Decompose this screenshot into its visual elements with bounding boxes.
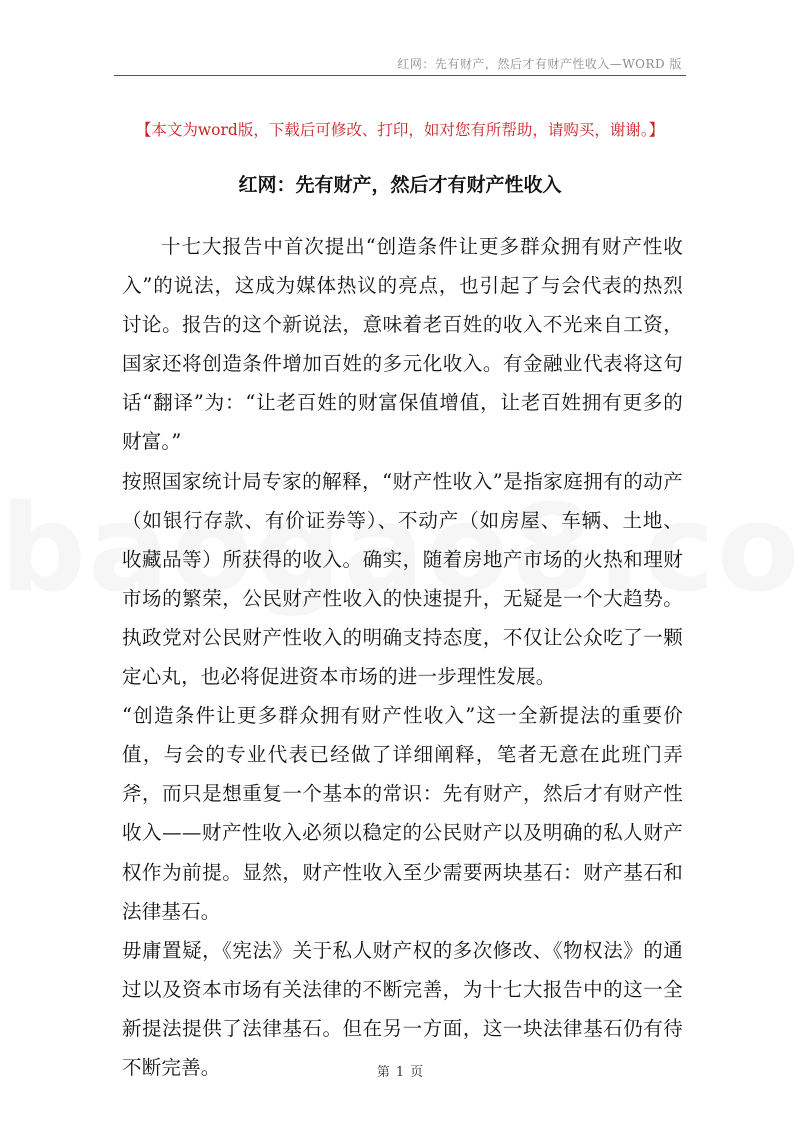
page-footer bbox=[0, 1061, 800, 1080]
download-notice: 【本文为word版，下载后可修改、打印，如对您有所帮助，请购买，谢谢。】 bbox=[135, 121, 665, 139]
page-label-prefix: 第 bbox=[376, 1065, 390, 1080]
running-header: 红网：先有财产，然后才有财产性收入—WORD 版 bbox=[397, 57, 682, 71]
paragraph: “创造条件让更多群众拥有财产性收入”这一全新提法的重要价值，与会的专业代表已经做了详细阐释，笔者无意在此班门弄斧，而只是想重复一个基本的常识：先有财产，然后才有财产性收入——财产性收入必须以稳定的公民财产以及明确的私人财产权作为前提。显然，财产性收入至少需要两块基石：财产基石和法律基石。 bbox=[122, 704, 683, 923]
paragraph: 按照国家统计局专家的解释，“财产性收入”是指家庭拥有的动产（如银行存款、有价证券等）、不动产（如房屋、车辆、土地、收藏品等）所获得的收入。确实，随着房地产市场的火热和理财市场的繁荣，公民财产性收入的快速提升，无疑是一个大趋势。执政党对公民财产性收入的明确支持态度，不仅让公众吃了一颗定心丸，也必将促进资本市场的进一步理性发展。 bbox=[122, 469, 683, 689]
page-number: 1 bbox=[395, 1065, 405, 1080]
paragraph: 十七大报告中首次提出“创造条件让更多群众拥有财产性收入”的说法，这成为媒体热议的亮点，也引起了与会代表的热烈讨论。报告的这个新说法，意味着老百姓的收入不光来自工资，国家还将创造条件增加百姓的多元化收入。有金融业代表将这句话“翻译”为：“让老百姓的财富保值增值，让老百姓拥有更多的财富。” bbox=[122, 235, 683, 454]
page-label-suffix: 页 bbox=[410, 1065, 424, 1080]
paragraph: 毋庸置疑，《宪法》关于私人财产权的多次修改、《物权法》的通过以及资本市场有关法律的不断完善，为十七大报告中的这一全新提法提供了法律基石。但在另一方面，这一块法律基石仍有待不断完善。 bbox=[122, 938, 683, 1079]
document-title: 红网：先有财产，然后才有财产性收入 bbox=[238, 174, 562, 196]
header-divider bbox=[114, 75, 686, 76]
document-body bbox=[122, 227, 683, 1087]
